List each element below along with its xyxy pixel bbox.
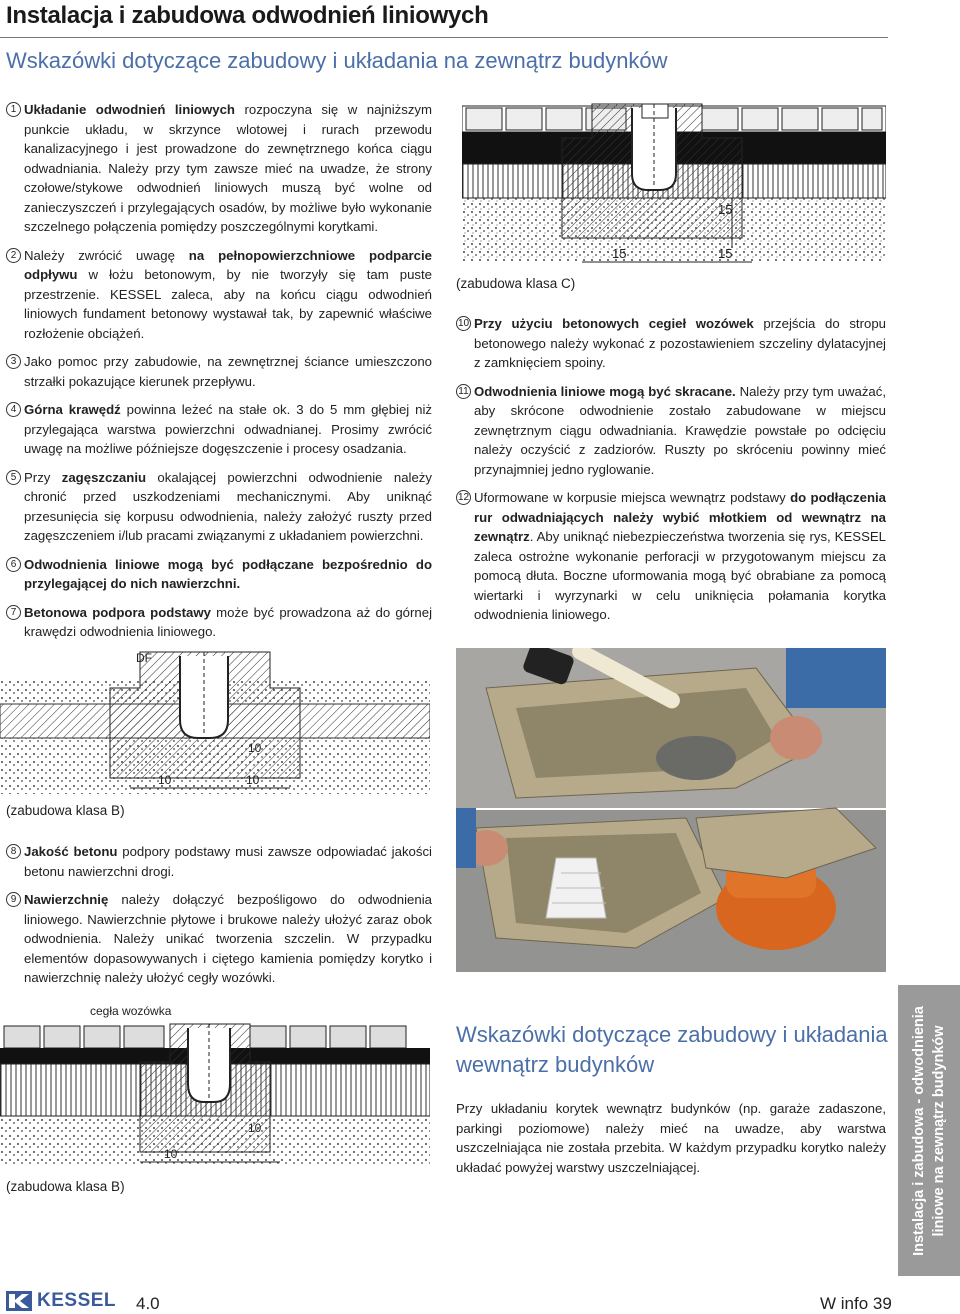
dim-label: 10 xyxy=(248,741,262,755)
step-number-badge: 12 xyxy=(457,492,470,503)
brand-name: KESSEL xyxy=(37,1290,117,1311)
left-column-text xyxy=(6,100,432,651)
dim-label: 15 xyxy=(718,246,733,261)
dim-label: 15 xyxy=(612,246,627,261)
photo-channel-knockout xyxy=(456,648,886,972)
paragraph-body: okalającej powierzchni odwodnienie należy chronić przed uszkodzeniami mechanicznymi. Aby uniknąć przesunięcia się korpusu odwodnienia, należy założyć ruszty przed zagęszczeniem i/lub pracami związanymi z układaniem powierzchni. xyxy=(24,469,432,543)
paragraph-emphasis: Betonowa podpora podstawy xyxy=(24,604,211,620)
diagram-class-b-2 xyxy=(0,1022,430,1172)
diagram-class-b-1 xyxy=(0,648,430,798)
page-number: 4.0 xyxy=(136,1294,160,1313)
paragraph-12 xyxy=(456,488,886,625)
step-number-badge: 5 xyxy=(6,470,21,485)
sidebar-line-1: Instalacja i zabudowa - odwodnienia xyxy=(911,1005,927,1256)
dim-label: 10 xyxy=(246,773,260,787)
paragraph-emphasis: Górna krawędź xyxy=(24,402,121,417)
paragraph-emphasis: Przy użyciu betonowych cegieł wozówek xyxy=(474,316,754,331)
paragraph-emphasis: Układanie odwodnień liniowych xyxy=(24,102,235,117)
page-title: Instalacja i zabudowa odwodnień liniowych xyxy=(6,2,489,29)
paragraph-emphasis: Odwodnienia liniowe mogą być skracane. xyxy=(474,383,736,399)
dim-label: 10 xyxy=(164,1147,178,1161)
step-number-badge: 10 xyxy=(457,318,470,329)
paragraph-2 xyxy=(6,246,432,344)
paragraph-body: należy dołączyć bezpośligowo do odwodnienia liniowego. Nawierzchnie płytowe i brukowe należy ułożyć zaraz obok odwodnienia. Należy unikać tworzenia szczelin. W przypadku elementów dopasowywanych i ciętego kamienia pomiędzy korytko i nawierzchnię należy ułożyć cegły wozówki. xyxy=(24,892,432,985)
paragraph-body: może być prowadzona aż do górnej krawędzi odwodnienia liniowego. xyxy=(24,604,433,639)
paragraph-lead: Uformowane w korpusie miejsca wewnątrz podstawy xyxy=(474,490,791,505)
caption-class-b-2: (zabudowa klasa B) xyxy=(6,1179,125,1194)
paragraph-body: rozpoczyna się w najniższym punkcie układu, w skrzynce wlotowej i rurach przewodu kanalizacyjnego i jest prowadzone do zewnętrznego końca ciągu odwadniania. Należy przy tym zawsze mieć na uwadze, że strony czołowe/stykowe odwodnień liniowych muszą być wolne od zanieczyszczeń i przylegających osadów, by możliwe było wykonanie szczelnego połączenia pomiędzy poszczególnymi korytkami. xyxy=(24,102,432,234)
step-number-badge: 8 xyxy=(6,844,21,859)
paragraph-lead: Przy xyxy=(24,469,62,485)
paragraph-3 xyxy=(6,352,432,391)
title-rule xyxy=(0,37,888,38)
step-number-badge: 9 xyxy=(6,892,21,907)
step-number-badge: 7 xyxy=(6,605,21,620)
left-column-lower-text xyxy=(6,842,432,997)
kessel-logo-icon xyxy=(6,1291,32,1311)
diagram-class-c xyxy=(462,98,886,278)
paragraph-8 xyxy=(6,842,432,881)
step-number-badge: 2 xyxy=(6,248,21,263)
dim-label: 10 xyxy=(158,773,172,787)
paragraph-5 xyxy=(6,468,432,546)
paragraph-emphasis: Odwodnienia liniowe mogą być podłączane bezpośrednio do przylegającej do nich nawierzchni. xyxy=(24,556,432,591)
paragraph-body: powinna leżeć na stałe ok. 3 do 5 mm głębiej niż przylegająca warstwa powierzchni odwadnianej. Prosimy zwrócić uwagę na możliwe późniejsze dogęszczenie i procesy osadzania. xyxy=(24,402,432,456)
paragraph-4 xyxy=(6,400,432,459)
kessel-logo xyxy=(6,1290,116,1312)
paragraph-emphasis: zagęszczaniu xyxy=(61,469,147,485)
paragraph-lead: Należy zwrócić uwagę xyxy=(24,247,189,263)
dim-label: 10 xyxy=(248,1121,262,1135)
paragraph-body: w łożu betonowym, by nie tworzyły się tam puste przestrzenie. KESSEL zaleca, aby na końcu ciągu odwodnień liniowych fundament betonowy wystawał tak, by zapewnić właściwe rozłożenie obciążeń. xyxy=(24,267,432,341)
caption-class-b-1: (zabudowa klasa B) xyxy=(6,803,125,818)
section-subtitle: Wskazówki dotyczące zabudowy i układania na zewnątrz budynków xyxy=(6,48,668,73)
paragraph-body: przejścia do stropu betonowego należy wykonać z pozostawieniem szczeliny dylatacyjnej z zamknięciem spoiny. xyxy=(474,316,886,370)
paragraph-7 xyxy=(6,603,432,642)
paragraph-6 xyxy=(6,555,432,594)
step-number-badge: 6 xyxy=(6,557,21,572)
paragraph-10 xyxy=(456,314,886,373)
step-number-badge: 4 xyxy=(6,402,21,417)
paragraph-11 xyxy=(456,382,886,480)
right-column-text xyxy=(456,314,886,634)
inside-subtitle: Wskazówki dotyczące zabudowy i układania wewnątrz budynków xyxy=(456,1022,888,1077)
sidebar-line-2: liniowe na zewnątrz budynków xyxy=(931,1024,947,1237)
paragraph-emphasis: Nawierzchnię xyxy=(24,892,109,907)
paragraph-emphasis: Jakość betonu xyxy=(24,844,118,859)
paragraph-body: podpory podstawy musi zawsze odpowiadać jakości betonu nawierzchni drogi. xyxy=(24,844,432,879)
paragraph-1 xyxy=(6,100,432,237)
paragraph-body: . Aby uniknąć niebezpieczeństwa tworzenia się rys, KESSEL zaleca ostrożne wykonanie perforacji w przygotowanym miejscu za pomocą dłuta. Boczne uformowania mogą być obrabiane za pomocą wiertarki i wyrzynarki w celu uniknięcia połamania korytka odwodnienia liniowego. xyxy=(474,529,886,622)
sidebar-tab xyxy=(898,985,960,1276)
paragraph-body: Jako pomoc przy zabudowie, na zewnętrznej ściance umieszczono strzałki pokazujące kierunek przepływu. xyxy=(24,354,432,389)
caption-class-c: (zabudowa klasa C) xyxy=(456,276,576,291)
brick-label: cegła wozówka xyxy=(90,1004,172,1018)
paragraph-emphasis: do podłączenia rur odwadniających należy wybić młotkiem od wewnątrz na zewnątrz xyxy=(474,490,886,544)
step-number-badge: 1 xyxy=(6,102,21,117)
paragraph-emphasis: na pełnopowierzchniowe podparcie odpływu xyxy=(24,247,432,282)
step-number-badge: 11 xyxy=(456,384,471,399)
inside-text: Przy układaniu korytek wewnątrz budynków (np. garaże zadaszone, parkingi poziomowe) należy mieć na uwadze, aby warstwa uszczelniająca nie została przebita. W każdym przypadku korytko należy układać powyżej warstwy uszczelniającej. xyxy=(456,1101,886,1175)
doc-reference: W info 39 xyxy=(820,1294,892,1313)
dim-label: DF xyxy=(136,651,152,665)
step-number-badge: 3 xyxy=(6,354,21,369)
paragraph-9 xyxy=(6,890,432,988)
paragraph-body: Należy przy tym uważać, aby skrócone odwodnienie zostało zabudowane w miejscu zewnętrznym ciągu odwadniania. Krawędzie powstałe po odcięciu należy oczyścić z zadziorów. Ruszty po skróceniu powinny mieć przynajmniej jedno ryglowanie. xyxy=(474,383,886,477)
dim-label: 15 xyxy=(718,202,733,217)
